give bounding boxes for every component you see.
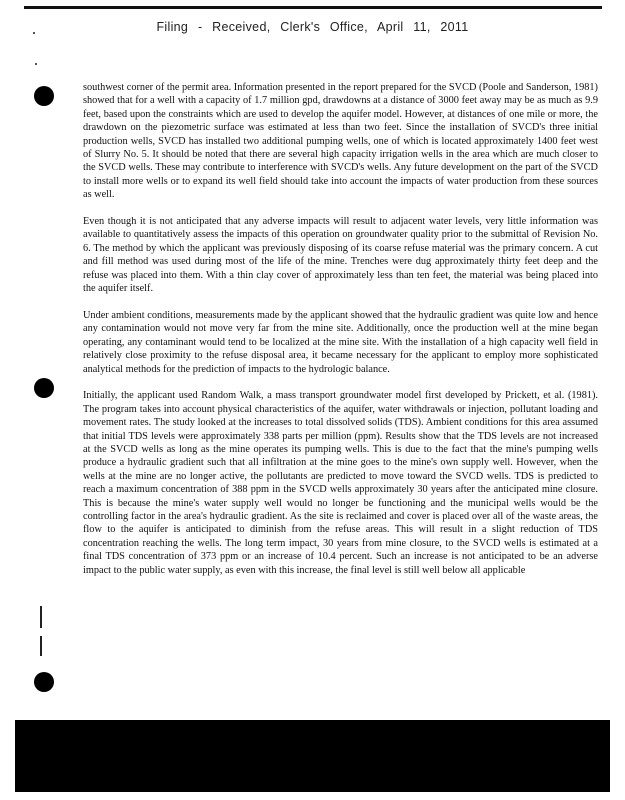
redaction-bar — [15, 720, 610, 792]
top-rule — [24, 6, 602, 9]
punch-hole-middle — [34, 378, 54, 398]
paragraph-1: southwest corner of the permit area. Information presented in the report prepared for the SVCD (Poole and Sanderson, 1981) showed that for a well with a capacity of 1.7 million gpd, drawdowns at a distance of 3000 feet away may be as much as 9.9 feet, based upon the constraints which are used to develop the aquifer model. However, at distances of one mile or more, the drawdown on the piezometric surface was estimated at less than two feet. Since the installation of SVCD's three initial production wells, SVCD has installed two additional pumping wells, one of which is located approximately 1400 feet west of Slurry No. 5. It should be noted that there are several high capacity irrigation wells in the area which are much closer to the SVCD wells. These may contribute to interference with SVCD's wells. Any future development on the part of the SVCD to install more wells or to expand its well field should take into account the impacts of water production from these sources as well. — [83, 82, 598, 201]
margin-mark — [40, 606, 42, 628]
paragraph-4: Initially, the applicant used Random Walk, a mass transport groundwater model first developed by Prickett, et al. (1981). The program takes into account physical characteristics of the aquifer, water withdrawals or injection, pollutant loading and movement rates. The study looked at the increases to total dissolved solids (TDS). Ambient conditions for this area assumed that initial TDS levels were approximately 338 parts per million (ppm). Results show that the TDS levels are not increased at the SVCD wells as long as the mine operates its pumping wells. This is due to the fact that the mine's pumping wells produce a hydraulic gradient such that all infiltration at the mine goes to the mine's own supply well. However, when the wells at the mine are no longer active, the pollutants are predicted to move toward the SVCD wells. TDS is predicted to reach a maximum concentration of 388 ppm in the SVCD wells approximately 30 years after the anticipated mine closure. This is because the mine's water supply well would no longer be functioning and the municipal wells would be the controlling factor in the area's hydraulic gradient. As the site is reclaimed and cover is placed over all of the waste areas, the flow to the aquifer is anticipated to diminish from the refuse areas. This will result in a slight reduction of TDS concentration reaching the wells. The long term impact, 30 years from mine closure, to the SVCD wells is estimated at a final TDS concentration of 373 ppm or an increase of 10.4 percent. Such an increase is not anticipated to be an adverse impact to the public water supply, as even with this increase, the final level is still well below all applicable — [83, 390, 598, 576]
document-body — [83, 81, 598, 590]
punch-hole-top — [34, 86, 54, 106]
paragraph-3: Under ambient conditions, measurements made by the applicant showed that the hydraulic gradient was quite low and hence any contamination would not move very far from the mine site. Additionally, once the production well at the mine began operating, any contaminant would tend to be localized at the mine site. With the installation of a high capacity well field in relatively close proximity to the refuse disposal area, it became necessary for the applicant to employ more sophisticated analytical methods for the prediction of impacts to the hydrologic balance. — [83, 309, 598, 375]
scan-speck — [35, 63, 37, 65]
margin-mark — [40, 636, 42, 656]
punch-hole-bottom — [34, 672, 54, 692]
scan-speck — [33, 32, 35, 34]
filing-header: Filing - Received, Clerk's Office, April 11, 2011 — [156, 20, 469, 34]
paragraph-2: Even though it is not anticipated that any adverse impacts will result to adjacent water levels, very little information was available to quantitatively assess the impacts of this operation on groundwater quality prior to the submittal of Revision No. 6. The method by which the applicant was previously disposing of its coarse refuse material was the primary concern. A cut and fill method was used during most of the life of the mine. Trenches were dug approximately thirty feet deep and the refuse was placed into them. With a thin clay cover of approximately less than ten feet, the material was being placed into the aquifer itself. — [83, 216, 598, 295]
